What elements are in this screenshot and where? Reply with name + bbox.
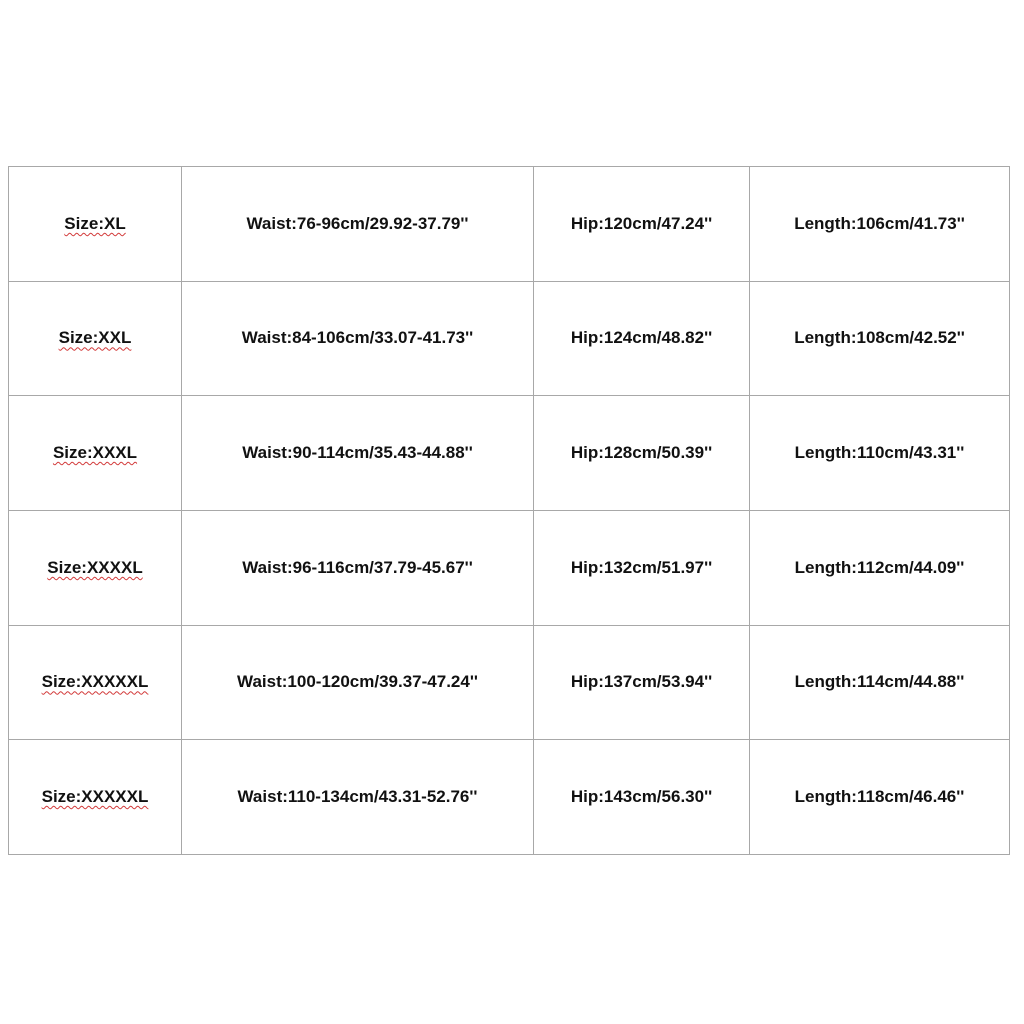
hip-cell: Hip:128cm/50.39'': [534, 396, 750, 511]
size-cell: [9, 396, 182, 511]
table-row: [9, 167, 1010, 282]
table-row: [9, 740, 1010, 855]
size-label: Size:XXXXL: [47, 557, 143, 577]
length-cell: Length:110cm/43.31'': [750, 396, 1010, 511]
length-cell: Length:108cm/42.52'': [750, 281, 1010, 396]
waist-cell: Waist:90-114cm/35.43-44.88'': [182, 396, 534, 511]
waist-cell: Waist:110-134cm/43.31-52.76'': [182, 740, 534, 855]
table-row: [9, 625, 1010, 740]
table-row: [9, 510, 1010, 625]
hip-cell: Hip:120cm/47.24'': [534, 167, 750, 282]
length-cell: Length:118cm/46.46'': [750, 740, 1010, 855]
size-label: Size:XXL: [58, 328, 132, 348]
size-cell: [9, 281, 182, 396]
size-cell: [9, 740, 182, 855]
waist-cell: Waist:96-116cm/37.79-45.67'': [182, 510, 534, 625]
size-chart-table: [8, 166, 1010, 855]
waist-cell: Waist:84-106cm/33.07-41.73'': [182, 281, 534, 396]
hip-cell: Hip:132cm/51.97'': [534, 510, 750, 625]
hip-cell: Hip:143cm/56.30'': [534, 740, 750, 855]
size-label: Size:XL: [64, 213, 126, 233]
table-row: [9, 281, 1010, 396]
waist-cell: Waist:76-96cm/29.92-37.79'': [182, 167, 534, 282]
hip-cell: Hip:124cm/48.82'': [534, 281, 750, 396]
table-row: [9, 396, 1010, 511]
size-cell: [9, 167, 182, 282]
hip-cell: Hip:137cm/53.94'': [534, 625, 750, 740]
size-label: Size:XXXXXL: [41, 672, 149, 692]
size-label: Size:XXXXXL: [41, 787, 149, 807]
length-cell: Length:112cm/44.09'': [750, 510, 1010, 625]
length-cell: Length:114cm/44.88'': [750, 625, 1010, 740]
waist-cell: Waist:100-120cm/39.37-47.24'': [182, 625, 534, 740]
size-cell: [9, 510, 182, 625]
length-cell: Length:106cm/41.73'': [750, 167, 1010, 282]
size-cell: [9, 625, 182, 740]
size-label: Size:XXXL: [52, 443, 138, 463]
